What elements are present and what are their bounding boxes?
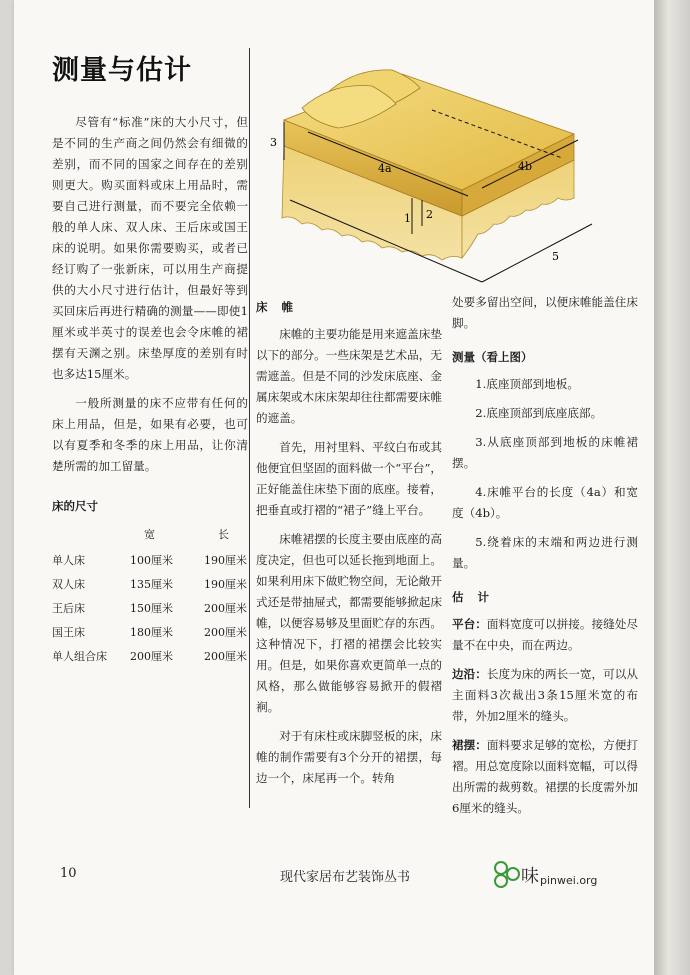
estimate-border-text: 长度为床的两长一宽，可以从主面料3次裁出3条15厘米宽的布带，外加2厘米的缝头。	[452, 667, 638, 723]
bed-skirt-heading: 床帷	[256, 300, 307, 314]
list-item: 3.从底座顶部到地板的床帷裙摆。	[452, 435, 638, 470]
table-cell: 190厘米	[204, 578, 247, 591]
table-row	[52, 549, 248, 573]
estimate-skirt-label: 裙摆：	[452, 738, 487, 752]
skirt-paragraph-3: 床帷裙摆的长度主要由底座的高度决定，但也可以延长拖到地面上。如果利用床下做贮物空间，无论敞开式还是带抽屉式，都需要能够掀起床帷，以便容易够及里面贮存的东西。这种情况下，打褶的裙摆会比较实用。但是，如果你喜欢更简单一点的风格，那么做能够容易掀开的假褶裥。	[256, 532, 442, 714]
table-header-cell: 长	[218, 528, 229, 541]
page-edge	[654, 0, 690, 975]
estimate-platform	[452, 614, 638, 656]
skirt-paragraph-1: 床帷的主要功能是用来遮盖床垫以下的部分。一些床架是艺术品，无需遮盖。但是不同的沙发床底座、金属床架或木床床架却往往都需要床帷的遮盖。	[256, 327, 442, 425]
bed-illustration	[262, 48, 642, 288]
table-cell: 180厘米	[130, 626, 173, 639]
label-3: 3	[270, 136, 277, 149]
estimate-skirt	[452, 735, 638, 819]
table-cell: 200厘米	[130, 650, 173, 663]
estimate-border-label: 边沿：	[452, 667, 487, 681]
bed-sizes-table	[52, 523, 248, 669]
column-middle	[256, 292, 442, 797]
measure-heading: 测量（看上图）	[452, 350, 533, 364]
table-cell: 200厘米	[204, 626, 247, 639]
table-cell: 190厘米	[204, 554, 247, 567]
table-cell: 双人床	[52, 578, 85, 591]
column-left	[52, 112, 248, 669]
table-row	[52, 573, 248, 597]
skirt-paragraph-2: 首先，用衬里料、平纹白布或其他便宜但坚固的面料做一个“平台”，正好能盖住床垫下面的底座。接着，把垂直或打褶的“裙子”缝上平台。	[256, 440, 442, 517]
table-cell: 国王床	[52, 626, 85, 639]
table-header-cell	[52, 523, 130, 549]
estimate-platform-text: 面料宽度可以拼接。接缝处尽量不在中央，而在两边。	[452, 617, 638, 652]
page-number: 10	[60, 866, 77, 881]
list-item: 2.底座顶部到底座底部。	[475, 406, 603, 420]
list-item: 1.底座顶部到地板。	[475, 377, 579, 391]
table-row	[52, 621, 248, 645]
logo-char: 味	[521, 866, 539, 887]
series-title: 现代家居布艺装饰丛书	[280, 870, 411, 885]
logo-text: pinwei.org	[540, 874, 598, 887]
bedding-paragraph: 一般所测量的床不应带有任何的床上用品，但是，如果有必要，也可以有夏季和冬季的床上用品，让你清楚所需的加工留量。	[52, 396, 248, 473]
column-right	[452, 292, 638, 827]
table-cell: 单人床	[52, 554, 85, 567]
table-header-row	[52, 523, 248, 549]
table-cell: 单人组合床	[52, 650, 107, 663]
label-4b: 4b	[518, 160, 533, 173]
table-cell: 王后床	[52, 602, 85, 615]
estimate-skirt-text: 面料要求足够的宽松，方便打褶。用总宽度除以面料宽幅，可以得出所需的裁剪数。裙摆的长度需外加6厘米的缝头。	[452, 738, 638, 815]
list-item: 5.绕着床的末端和两边进行测量。	[452, 535, 638, 570]
label-1: 1	[404, 212, 411, 225]
continued-paragraph: 处要多留出空间，以便床帷能盖住床脚。	[452, 295, 638, 330]
table-cell: 150厘米	[130, 602, 173, 615]
estimate-platform-label: 平台：	[452, 617, 487, 631]
sizes-heading: 床的尺寸	[52, 499, 98, 513]
table-row	[52, 597, 248, 621]
page-title: 测量与估计	[52, 55, 192, 86]
list-item: 4.床帷平台的长度（4a）和宽度（4b）。	[452, 485, 638, 520]
intro-paragraph: 尽管有“标准”床的大小尺寸，但是不同的生产商之间仍然会有细微的差别，而不同的国家之间存在的差别则更大。购买面料或床上用品时，需要自己进行测量，而不要完全依赖一般的单人床、双人床、王后床或国王床的说明。如果你需要购买，或者已经订购了一张新床，可以用生产商提供的大小尺寸进行估计，但最好等到买回床后再进行精确的测量——即使1厘米或半英寸的误差也会令床帷的裙摆有天渊之别。床垫厚度的差别有时也多达15厘米。	[52, 115, 248, 381]
column-divider	[249, 48, 250, 808]
dimension-5-line-side	[482, 224, 592, 282]
label-5: 5	[552, 250, 559, 263]
table-cell: 100厘米	[130, 554, 173, 567]
estimate-border	[452, 664, 638, 727]
label-4a: 4a	[378, 162, 392, 175]
table-cell: 200厘米	[204, 602, 247, 615]
table-row	[52, 645, 248, 669]
label-2: 2	[426, 208, 433, 221]
table-header-cell: 宽	[144, 528, 155, 541]
table-cell: 200厘米	[204, 650, 247, 663]
estimate-heading: 估计	[452, 590, 503, 604]
table-cell: 135厘米	[130, 578, 173, 591]
skirt-paragraph-4: 对于有床柱或床脚竖板的床，床帷的制作需要有3个分开的裙摆，每边一个，床尾再一个。转角	[256, 729, 442, 785]
